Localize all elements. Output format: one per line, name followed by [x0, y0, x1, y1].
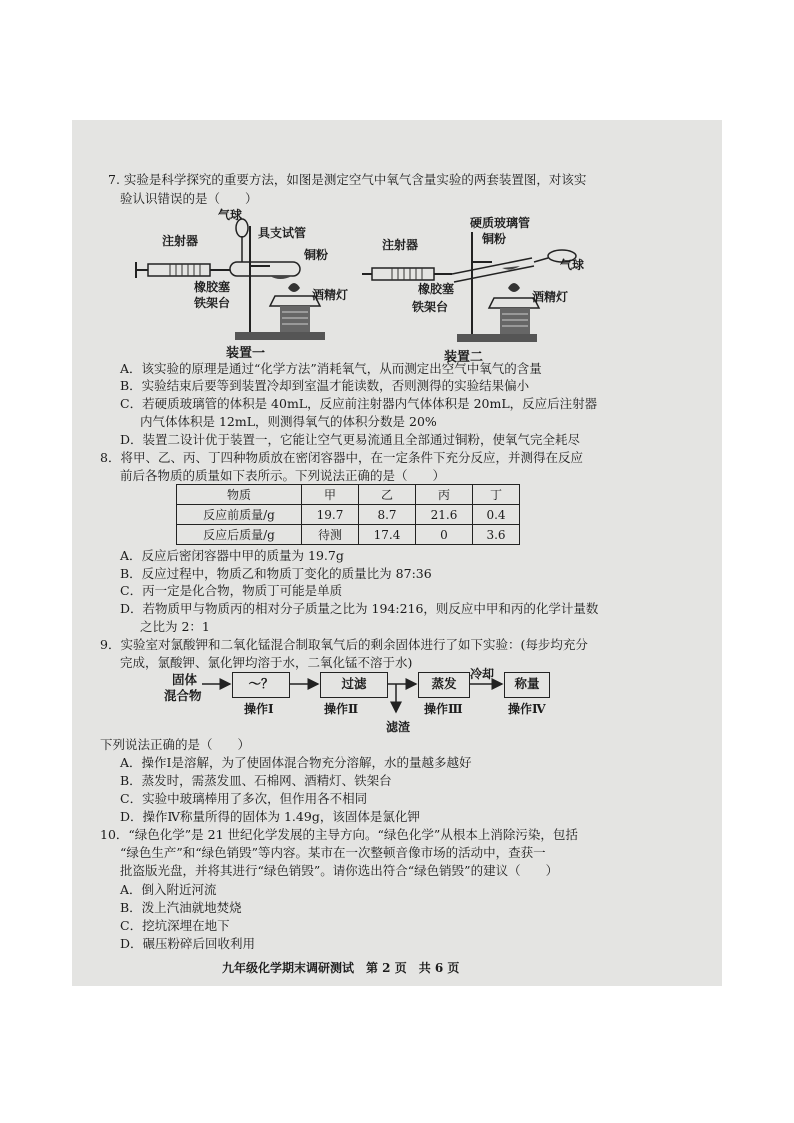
label-lamp-2: 酒精灯 — [532, 290, 569, 304]
label-stand-2: 铁架台 — [412, 300, 449, 314]
table-cell: 0.4 — [473, 505, 520, 525]
q10-stem-line2: “绿色生产”和“绿色销毁”等内容。某市在一次整顿音像市场的活动中，查获一 — [120, 845, 546, 860]
q10-option-d: D．碾压粉碎后回收利用 — [120, 936, 256, 951]
table-row — [177, 505, 520, 525]
q9-stem-line2: 完成，氯酸钾、氯化钾均溶于水，二氧化锰不溶于水) — [120, 655, 413, 670]
label-stopper-2: 橡胶塞 — [418, 282, 455, 296]
table-cell: 8.7 — [359, 505, 416, 525]
flow-op2: 操作Ⅱ — [324, 702, 359, 716]
flow-start-line2: 混合物 — [164, 688, 202, 703]
q8-mass-table — [176, 484, 520, 545]
q7-option-d: D．装置二设计优于装置一，它能让空气更易流通且全部通过铜粉，使氧气完全耗尽 — [120, 432, 581, 447]
table-header-cell: 乙 — [359, 485, 416, 505]
label-lamp-1: 酒精灯 — [312, 288, 349, 302]
caption-apparatus-1: 装置一 — [226, 346, 266, 361]
q10-option-b: B．泼上汽油就地焚烧 — [120, 900, 242, 915]
flow-op1: 操作Ⅰ — [244, 702, 274, 716]
q9-option-d: D．操作Ⅳ称量所得的固体为 1.49g，该固体是氯化钾 — [120, 809, 420, 824]
q10-option-c: C．挖坑深埋在地下 — [120, 918, 230, 933]
label-copper-1: 铜粉 — [304, 248, 329, 262]
table-cell: 21.6 — [416, 505, 473, 525]
table-header-row — [177, 485, 520, 505]
q10-option-a: A．倒入附近河流 — [120, 882, 217, 897]
flow-residue: 滤渣 — [386, 720, 411, 734]
q9-prompt: 下列说法正确的是（ ） — [100, 737, 251, 752]
q8-option-b: B．反应过程中，物质乙和物质丁变化的质量比为 87:36 — [120, 566, 432, 581]
table-header-cell: 物质 — [177, 485, 302, 505]
flow-step-unknown: ～？ — [232, 672, 290, 698]
q7-option-c-cont: 内气体体积是 12mL，则测得氧气的体积分数是 20% — [140, 414, 437, 429]
table-cell: 0 — [416, 525, 473, 545]
table-cell: 17.4 — [359, 525, 416, 545]
flow-step-evaporate: 蒸发 — [418, 672, 470, 698]
q7-option-c: C．若硬质玻璃管的体积是 40mL，反应前注射器内气体体积是 20mL，反应后注射器 — [120, 396, 598, 411]
q7-stem-line1: 7. 实验是科学探究的重要方法，如图是测定空气中氧气含量实验的两套装置图，对该实 — [108, 172, 587, 187]
label-stand-1: 铁架台 — [194, 296, 231, 310]
label-syringe-1: 注射器 — [162, 234, 199, 248]
table-header-cell: 丁 — [473, 485, 520, 505]
flow-step-weigh: 称量 — [504, 672, 550, 698]
flow-step-filter: 过滤 — [320, 672, 388, 698]
q7-option-a: A．该实验的原理是通过“化学方法”消耗氧气，从而测定出空气中氧气的含量 — [120, 361, 542, 376]
q8-option-c: C．丙一定是化合物，物质丁可能是单质 — [120, 583, 343, 598]
q7-stem-line2: 验认识错误的是（ ） — [120, 191, 258, 206]
table-cell: 19.7 — [302, 505, 359, 525]
q9-option-a: A．操作Ⅰ是溶解，为了使固体混合物充分溶解，水的量越多越好 — [120, 755, 472, 770]
q7-option-b: B．实验结束后要等到装置冷却到室温才能读数，否则测得的实验结果偏小 — [120, 378, 530, 393]
table-cell: 3.6 — [473, 525, 520, 545]
label-stopper-1: 橡胶塞 — [194, 280, 231, 294]
table-cell: 反应前质量/g — [177, 505, 302, 525]
q8-stem-line1: 8．将甲、乙、丙、丁四种物质放在密闭容器中，在一定条件下充分反应，并测得在反应 — [100, 450, 583, 465]
q9-stem-line1: 9．实验室对氯酸钾和二氧化锰混合制取氧气后的剩余固体进行了如下实验：(每步均充分 — [100, 637, 588, 652]
table-cell: 待测 — [302, 525, 359, 545]
table-header-cell: 甲 — [302, 485, 359, 505]
label-glass-tube-2: 硬质玻璃管 — [470, 216, 531, 230]
table-row — [177, 525, 520, 545]
table-cell: 反应后质量/g — [177, 525, 302, 545]
caption-apparatus-2: 装置二 — [444, 350, 484, 365]
label-tube-1: 具支试管 — [258, 226, 307, 240]
flow-op4: 操作Ⅳ — [508, 702, 546, 716]
label-copper-2: 铜粉 — [482, 232, 507, 246]
flow-op3: 操作Ⅲ — [424, 702, 463, 716]
q8-option-d: D．若物质甲与物质丙的相对分子质量之比为 194:216，则反应中甲和丙的化学计量数 — [120, 601, 599, 616]
page-footer: 九年级化学期末调研测试 第 2 页 共 6 页 — [222, 961, 460, 975]
exam-page — [72, 120, 722, 986]
q9-option-c: C．实验中玻璃棒用了多次，但作用各不相同 — [120, 791, 368, 806]
q8-option-a: A．反应后密闭容器中甲的质量为 19.7g — [120, 548, 344, 563]
label-syringe-2: 注射器 — [382, 238, 419, 252]
q8-option-d-cont: 之比为 2：1 — [140, 619, 210, 634]
flow-start-line1: 固体 — [172, 672, 198, 687]
label-balloon-2: 气球 — [560, 258, 585, 272]
table-header-cell: 丙 — [416, 485, 473, 505]
label-balloon-1: 气球 — [218, 208, 243, 222]
flow-cool-label: 冷却 — [470, 667, 495, 681]
q10-stem-line1: 10．“绿色化学”是 21 世纪化学发展的主导方向。“绿色化学”从根本上消除污染，包括 — [100, 827, 578, 842]
q9-option-b: B．蒸发时，需蒸发皿、石棉网、酒精灯、铁架台 — [120, 773, 392, 788]
q8-stem-line2: 前后各物质的质量如下表所示。下列说法正确的是（ ） — [120, 468, 446, 483]
q10-stem-line3: 批盗版光盘，并将其进行“绿色销毁”。请你选出符合“绿色销毁”的建议（ ） — [120, 863, 559, 878]
